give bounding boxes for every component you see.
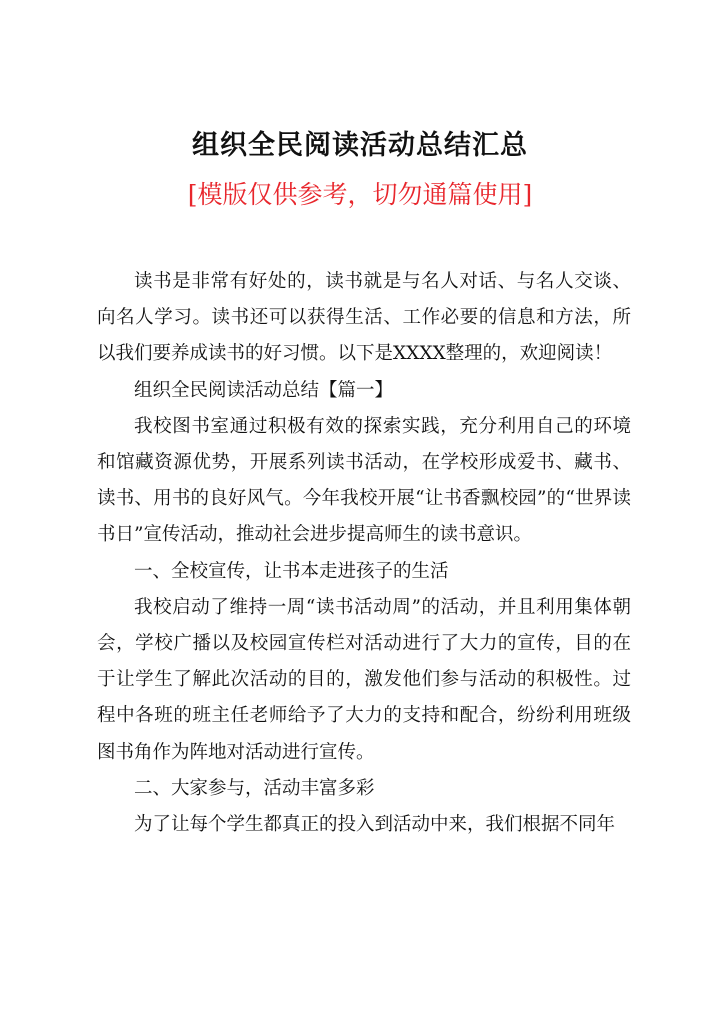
- intro-paragraph: 读书是非常有好处的，读书就是与名人对话、与名人交谈、向名人学习。读书还可以获得生活、工作必要的信息和方法，所以我们要养成读书的好习惯。以下是XXXX整理的，欢迎阅读！: [97, 271, 631, 365]
- document-body: [97, 264, 631, 843]
- body-paragraph: 为了让每个学生都真正的投入到活动中来，我们根据不同年: [134, 814, 616, 836]
- subheading-everyone-participates: 二、大家参与，活动丰富多彩: [134, 777, 375, 799]
- subheading-school-promotion: 一、全校宣传，让书本走进孩子的生活: [134, 560, 449, 582]
- section-heading-part-one: 组织全民阅读活动总结【篇一】: [134, 379, 394, 401]
- body-paragraph: 我校图书室通过积极有效的探索实践，充分利用自己的环境和馆藏资源优势，开展系列读书活动，在学校形成爱书、藏书、读书、用书的良好风气。今年我校开展“让书香飘校园”的“世界读书日”宣传活动，推动社会进步提高师生的读书意识。: [97, 415, 631, 546]
- body-paragraph: 我校启动了维持一周“读书活动周”的活动，并且利用集体朝会，学校广播以及校园宣传栏对活动进行了大力的宣传，目的在于让学生了解此次活动的目的，激发他们参与活动的积极性。过程中各班的班主任老师给予了大力的支持和配合，纷纷利用班级图书角作为阵地对活动进行宣传。: [97, 596, 631, 763]
- template-disclaimer: [模版仅供参考，切勿通篇使用]: [187, 180, 533, 209]
- document-title: 组织全民阅读活动总结汇总: [192, 130, 528, 161]
